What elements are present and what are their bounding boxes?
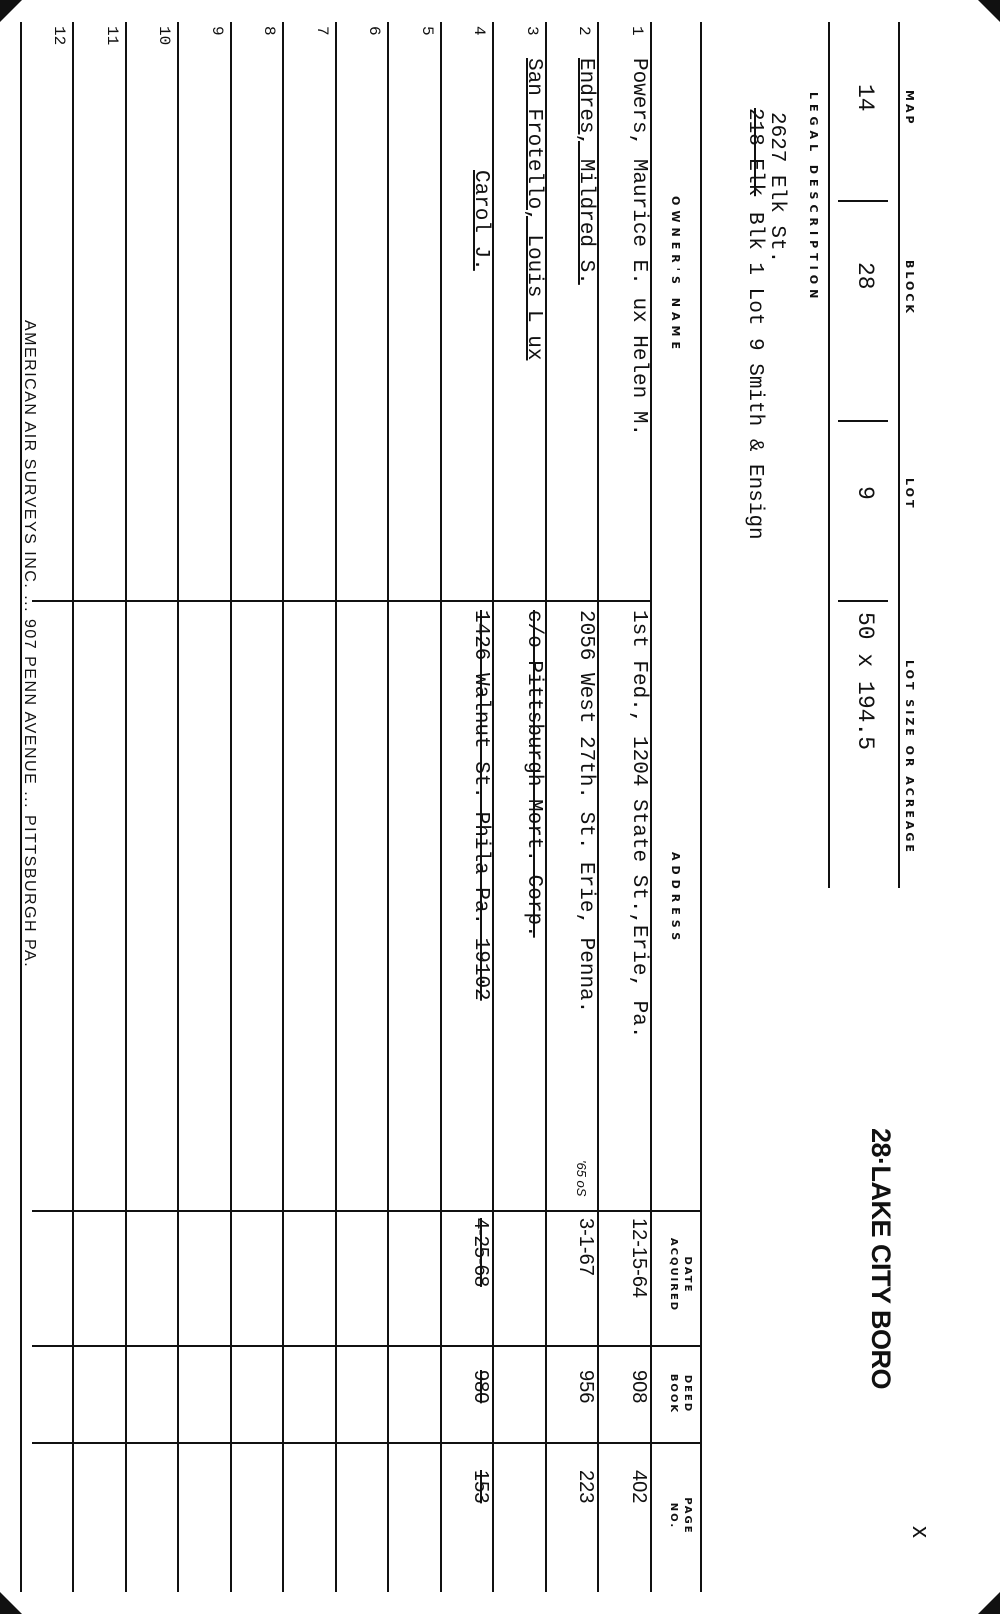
owner-address: 1st Fed., 1204 State St.,Erie, Pa. bbox=[627, 610, 650, 1039]
header-top-rule bbox=[898, 22, 900, 888]
deed-book: 980 bbox=[470, 1370, 493, 1404]
map-value: 14 bbox=[852, 84, 878, 112]
header-bottom-rule bbox=[828, 22, 830, 888]
row-rule bbox=[440, 22, 442, 1592]
row-number: 4 bbox=[470, 26, 489, 36]
deed-book: 908 bbox=[628, 1370, 650, 1404]
row-rule bbox=[283, 22, 285, 1592]
row-rule bbox=[73, 22, 75, 1592]
row-rule bbox=[125, 22, 127, 1592]
owner-address-divider bbox=[32, 600, 652, 602]
row-number: 11 bbox=[103, 26, 121, 46]
borough-title: 28·LAKE CITY BORO bbox=[866, 1128, 896, 1390]
row-rule bbox=[545, 22, 547, 1592]
row-number: 7 bbox=[313, 26, 331, 36]
corner-mark-bottom-right bbox=[0, 1592, 22, 1614]
header-divider-1 bbox=[838, 200, 888, 202]
date-acquired: 12-15-64 bbox=[628, 1218, 650, 1299]
deed-header-line-1: DEED bbox=[682, 1374, 693, 1414]
page-header-line-1: PAGE bbox=[682, 1497, 693, 1535]
row-number: 5 bbox=[418, 26, 436, 36]
date-acquired: 3-1-67 bbox=[575, 1218, 598, 1276]
row-rule bbox=[230, 22, 232, 1592]
block-value: 28 bbox=[852, 262, 878, 290]
deed-header-line-2: BOOK bbox=[668, 1373, 679, 1415]
map-label: MAP bbox=[903, 90, 916, 127]
printer-footer: AMERICAN AIR SURVEYS INC. ... 907 PENN AVENUE ... PITTSBURGH PA. bbox=[21, 320, 38, 969]
deed-page-divider bbox=[32, 1442, 702, 1444]
address-header: ADDRESS bbox=[669, 852, 682, 946]
owner-name: Carol J. bbox=[469, 170, 493, 271]
owner-name: Powers, Maurice E. ux Helen M. bbox=[627, 58, 650, 437]
page-number: 153 bbox=[470, 1470, 493, 1504]
corner-mark-top-right bbox=[978, 1592, 1000, 1614]
owner-name: Endres, Mildred S. bbox=[574, 58, 598, 285]
legal-description-text: Blk 1 Lot 9 Smith & Ensign bbox=[743, 212, 766, 540]
corner-mark-top-left bbox=[978, 0, 1000, 22]
row-rule bbox=[388, 22, 390, 1592]
row-number: 9 bbox=[208, 26, 226, 36]
row-rule bbox=[493, 22, 495, 1592]
row-number: 3 bbox=[523, 26, 541, 36]
legal-address-struck: 218 Elk bbox=[743, 108, 766, 197]
owner-name: San Frotello, Louis L ux bbox=[522, 58, 545, 361]
page-no-header bbox=[666, 1446, 694, 1586]
row-number: 6 bbox=[365, 26, 384, 36]
row-number: 2 bbox=[575, 26, 594, 36]
legal-description-label: LEGAL DESCRIPTION bbox=[807, 92, 820, 304]
date-header-line-2: ACQUIRED bbox=[668, 1237, 679, 1313]
row-number: 12 bbox=[50, 26, 69, 46]
date-acquired-header bbox=[666, 1212, 694, 1338]
row-rule bbox=[335, 22, 337, 1592]
page-number: 223 bbox=[575, 1470, 598, 1504]
date-acquired: 4-25-68 bbox=[470, 1218, 493, 1287]
owner-address: c/o Pittsburgh Mort. Corp. bbox=[522, 610, 545, 938]
row-number: 1 bbox=[628, 26, 646, 36]
lot-value: 9 bbox=[852, 486, 878, 500]
deed-book-header bbox=[666, 1348, 694, 1440]
date-header-line-1: DATE bbox=[682, 1256, 693, 1294]
address-date-divider bbox=[32, 1210, 702, 1212]
page-header-line-2: NO. bbox=[668, 1502, 679, 1530]
handwritten-note: '65 oS bbox=[574, 1160, 590, 1197]
block-label: BLOCK bbox=[903, 260, 916, 316]
legal-address-new: 2627 Elk St. bbox=[765, 112, 788, 264]
row-rule bbox=[178, 22, 180, 1592]
owner-address: 2056 West 27th. St. Erie, Penna. bbox=[574, 610, 598, 1014]
corner-check-mark: x bbox=[907, 1526, 934, 1538]
date-deed-divider bbox=[32, 1345, 702, 1347]
table-header-top-rule bbox=[700, 22, 702, 1592]
owner-name-header: OWNER'S NAME bbox=[669, 196, 682, 354]
corner-mark-bottom-left bbox=[0, 0, 22, 22]
header-divider-2 bbox=[838, 420, 888, 422]
lot-label: LOT bbox=[903, 478, 916, 511]
row-rule bbox=[598, 22, 600, 1592]
owner-address: 1426 Walnut St. Phila Pa. 19102 bbox=[469, 610, 493, 1001]
row-number: 8 bbox=[260, 26, 279, 36]
page-number: 402 bbox=[628, 1470, 650, 1504]
row-number: 10 bbox=[155, 26, 174, 46]
header-divider-3 bbox=[838, 600, 888, 602]
deed-book: 956 bbox=[575, 1370, 598, 1404]
lot-size-value: 50 x 194.5 bbox=[852, 612, 878, 751]
row-rule bbox=[650, 22, 652, 1592]
lot-size-label: LOT SIZE OR ACREAGE bbox=[903, 660, 916, 855]
